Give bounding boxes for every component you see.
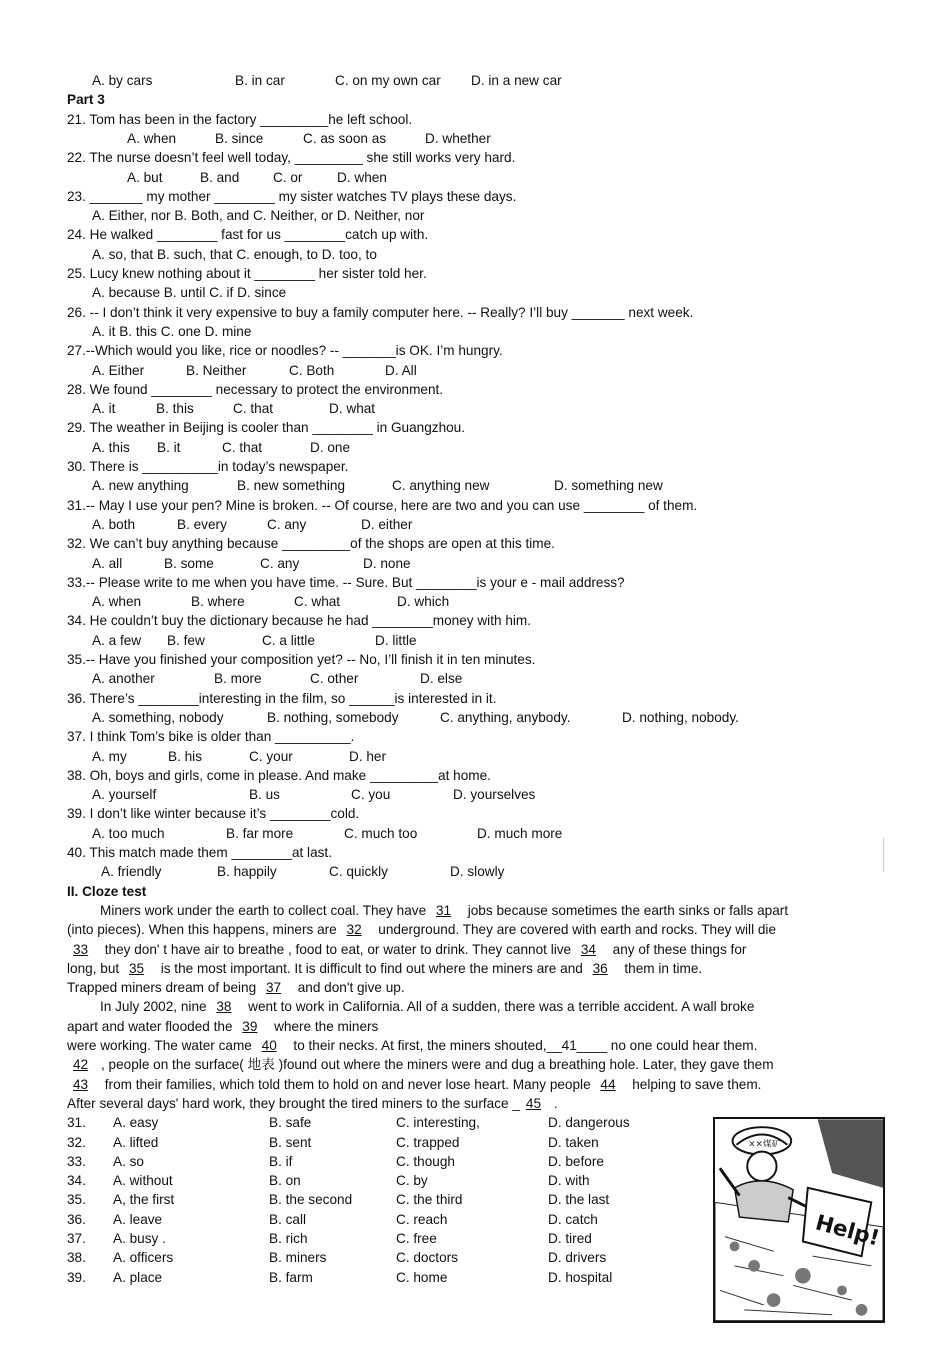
- question-28: [67, 381, 443, 399]
- blank-number: 35: [128, 960, 145, 976]
- text-run: , people on the surface( 地表 )found out where the miners were and dug a breathing hole. Later, they gave them: [101, 1057, 774, 1073]
- options-row-39: [92, 825, 577, 843]
- option: C. any: [267, 516, 307, 532]
- option-number: 35.: [67, 1192, 86, 1208]
- options-row-40: [101, 863, 550, 881]
- text-run: apart and water flooded the: [67, 1018, 237, 1034]
- option: A. Either: [92, 362, 145, 378]
- option: D. yourselves: [453, 787, 536, 803]
- option: C. trapped: [396, 1134, 460, 1150]
- question-stem: 39. I don’t like winter because it’s ________cold.: [67, 806, 360, 822]
- text-run: .: [553, 1095, 558, 1111]
- blank-number: 39: [242, 1018, 258, 1034]
- option: D. with: [548, 1173, 590, 1189]
- blank-number: 42: [73, 1057, 89, 1073]
- question-29: [67, 419, 465, 437]
- options-row-33: [92, 593, 477, 611]
- option: B. the second: [269, 1192, 353, 1208]
- option: C. anything, anybody.: [440, 709, 571, 725]
- option: D. one: [310, 439, 351, 455]
- option: D. something new: [554, 478, 663, 494]
- option: B. since: [215, 130, 264, 146]
- option: C. doctors: [396, 1250, 458, 1266]
- option: A. leave: [113, 1211, 163, 1227]
- question-stem: 27.--Which would you like, rice or noodles? -- _______is OK. I’m hungry.: [67, 343, 503, 359]
- text-run: After several days' hard work, they brought the tired miners to the surface _: [67, 1095, 520, 1111]
- question-23: [67, 188, 516, 206]
- option: A. so, that B. such, that C. enough, to D. too, to: [92, 246, 377, 262]
- question-stem: 25. Lucy knew nothing about it ________ her sister told her.: [67, 266, 427, 281]
- option: B. some: [164, 555, 214, 571]
- options-row-32: [92, 555, 433, 573]
- option: A. new anything: [92, 478, 189, 494]
- text-run: (into pieces). When this happens, miners are: [67, 922, 341, 938]
- options-row-34: [92, 632, 435, 650]
- cloze-options-35: [67, 1191, 648, 1209]
- option: D. slowly: [450, 864, 505, 880]
- option: B. every: [177, 516, 227, 532]
- option: D. which: [397, 594, 450, 610]
- option: B. farm: [269, 1269, 313, 1285]
- text-run: went to work in California. All of a sudden, there was a terrible accident. A wall broke: [244, 999, 755, 1015]
- question-stem: 35.-- Have you finished your composition yet? -- No, I’ll finish it in ten minutes.: [67, 652, 536, 667]
- option: C. by: [396, 1173, 428, 1189]
- options-row-29: [92, 439, 370, 457]
- question-24: [67, 226, 428, 244]
- blank-number: 31: [435, 902, 452, 918]
- option: B. Neither: [186, 362, 247, 378]
- option: B. far more: [226, 825, 294, 841]
- option: D. when: [337, 169, 387, 185]
- option: A. it B. this C. one D. mine: [92, 323, 252, 339]
- option: C. on my own car: [335, 73, 441, 88]
- option-number: 31.: [67, 1115, 86, 1131]
- trapped-miner-illustration-icon: [715, 1119, 883, 1321]
- text-run: Miners work under the earth to collect coal. They have: [100, 902, 430, 918]
- text-run: from their families, which told them to hold on and never lose heart. Many people: [101, 1076, 595, 1092]
- option: A. but: [127, 169, 163, 185]
- option: D. drivers: [548, 1250, 607, 1266]
- option: B. and: [200, 169, 240, 185]
- option: D. hospital: [548, 1269, 613, 1285]
- options-row-38: [92, 786, 573, 804]
- option: B. in car: [235, 73, 285, 88]
- option-number: 32.: [67, 1134, 86, 1150]
- text-run: they don' t have air to breathe , food to eat, or water to drink. They cannot live: [101, 941, 575, 957]
- option: A. Either, nor B. Both, and C. Neither, or D. Neither, nor: [92, 208, 425, 224]
- option-number: 33.: [67, 1153, 86, 1169]
- blank-number: 45: [525, 1095, 542, 1111]
- option: A. all: [92, 555, 123, 571]
- option: C. home: [396, 1269, 448, 1285]
- option: C. as soon as: [303, 130, 387, 146]
- question-33: [67, 574, 625, 592]
- question-34: [67, 612, 531, 630]
- question-stem: 29. The weather in Beijing is cooler than ________ in Guangzhou.: [67, 420, 466, 436]
- question-stem: 34. He couldn’t buy the dictionary because he had ________money with him.: [67, 613, 531, 629]
- option: C. quickly: [329, 864, 388, 880]
- help-sign-text: Help!: [812, 1210, 883, 1252]
- option: B. rich: [269, 1231, 308, 1246]
- blank-number: 37: [265, 980, 282, 996]
- question-21: [67, 111, 412, 129]
- cloze-p2-line-4: [67, 1056, 774, 1074]
- option: A. when: [92, 594, 142, 610]
- options-row-22: [127, 169, 407, 187]
- option: B. safe: [269, 1115, 312, 1131]
- option: C. or: [273, 169, 303, 185]
- options-row-35: [92, 670, 500, 688]
- blank-number: 38: [216, 999, 232, 1015]
- question-stem: 36. There’s ________interesting in the film, so ______is interested in it.: [67, 690, 497, 706]
- option-number: 36.: [67, 1211, 86, 1227]
- text-run: long, but: [67, 960, 123, 976]
- option: D. much more: [477, 825, 563, 841]
- options-row-28: [92, 400, 389, 418]
- option: A. my: [92, 748, 127, 764]
- question-stem: 38. Oh, boys and girls, come in please. And make _________at home.: [67, 767, 491, 783]
- option: C. that: [222, 439, 263, 455]
- option: A. friendly: [101, 864, 162, 880]
- option: B. if: [269, 1153, 293, 1169]
- option: C. free: [396, 1231, 437, 1246]
- text-run: jobs because sometimes the earth sinks or falls apart: [463, 902, 789, 918]
- option: C. that: [233, 401, 274, 417]
- option: C. the third: [396, 1192, 463, 1208]
- option: D. the last: [548, 1192, 610, 1208]
- option: C. a little: [262, 632, 315, 648]
- question-stem: 28. We found ________ necessary to protect the environment.: [67, 381, 444, 397]
- question-stem: 37. I think Tom’s bike is older than __________.: [67, 729, 355, 745]
- part3-heading: [67, 91, 105, 109]
- text-run: underground. They are covered with earth and rocks. They will die: [374, 922, 777, 938]
- options-row-36: [92, 709, 772, 727]
- option: D. else: [420, 671, 463, 687]
- cloze-options-32: [67, 1134, 648, 1152]
- option-number: 37.: [67, 1231, 86, 1246]
- option: B. call: [269, 1211, 307, 1227]
- blank-number: 44: [600, 1076, 616, 1092]
- option: A. a few: [92, 632, 142, 648]
- option: D. taken: [548, 1134, 599, 1150]
- section-heading: Part 3: [67, 92, 105, 108]
- option: B. new something: [237, 478, 346, 494]
- cloze-p2-line-2: [67, 1018, 378, 1036]
- options-row-24: [92, 246, 377, 264]
- cloze-p1-line-3: [67, 941, 746, 959]
- text-run: to their necks. At first, the miners shouted,__41____ no one could hear them.: [289, 1038, 758, 1053]
- cloze-p1-line-4: [67, 960, 702, 978]
- cloze-options-37: [67, 1230, 648, 1248]
- option: C. anything new: [392, 478, 490, 494]
- options-row-26: [92, 323, 251, 341]
- cloze-p2-line-6: [67, 1095, 558, 1113]
- question-25: [67, 265, 427, 283]
- option: C. any: [260, 555, 300, 571]
- text-run: them in time.: [620, 960, 703, 976]
- cloze-p2-line-5: [67, 1076, 761, 1094]
- option: D. dangerous: [548, 1115, 630, 1131]
- options-row-30: [92, 477, 694, 495]
- option: A. busy .: [113, 1231, 166, 1246]
- cloze-options-31: [67, 1114, 648, 1132]
- question-stem: 33.-- Please write to me when you have time. -- Sure. But ________is your e - mail address?: [67, 574, 625, 590]
- cloze-p1-line-1: [100, 902, 788, 920]
- option: B. more: [214, 671, 262, 687]
- options-row-23: [92, 207, 424, 225]
- option: D. her: [349, 748, 387, 764]
- options-row-31: [92, 516, 431, 534]
- text-run: Trapped miners dream of being: [67, 980, 260, 996]
- cloze-p1-line-2: [67, 921, 776, 939]
- option: A. both: [92, 516, 136, 532]
- question-stem: 23. _______ my mother ________ my sister watches TV plays these days.: [67, 188, 517, 204]
- option: D. what: [329, 401, 376, 417]
- question-stem: 22. The nurse doesn’t feel well today, _________ she still works very hard.: [67, 150, 516, 166]
- option: A. this: [92, 439, 130, 455]
- options-row-21: [127, 130, 525, 148]
- option: D. in a new car: [471, 73, 562, 88]
- option: A. place: [113, 1269, 163, 1285]
- option: B. few: [167, 632, 205, 648]
- question-stem: 30. There is __________in today’s newspaper.: [67, 459, 349, 474]
- option: D. tired: [548, 1231, 592, 1246]
- cloze-p2-line-1: [100, 998, 754, 1016]
- question-stem: 26. -- I don’t think it very expensive to buy a family computer here. -- Really? I’ll buy _______ next week.: [67, 304, 694, 320]
- cloze-p2-line-3: [67, 1037, 757, 1055]
- question-stem: 21. Tom has been in the factory _________he left school.: [67, 111, 413, 127]
- blank-number: 34: [580, 941, 596, 957]
- question-37: [67, 728, 354, 746]
- option: A. it: [92, 401, 116, 417]
- options-row-27: [92, 362, 445, 380]
- option: A. something, nobody: [92, 709, 224, 725]
- question-30: [67, 458, 348, 476]
- option: D. none: [363, 555, 411, 571]
- option: B. us: [249, 787, 280, 803]
- cloze-options-39: [67, 1269, 648, 1287]
- option: D. nothing, nobody.: [622, 709, 739, 725]
- option: C. other: [310, 671, 359, 687]
- cloze-options-33: [67, 1153, 648, 1171]
- option: A. yourself: [92, 787, 157, 803]
- cloze-options-34: [67, 1172, 648, 1190]
- option: D. All: [385, 362, 417, 378]
- option: A. when: [127, 130, 177, 146]
- question-stem: 31.-- May I use your pen? Mine is broken. -- Of course, here are two and you can use ________ of them.: [67, 497, 698, 513]
- option: D. catch: [548, 1211, 598, 1227]
- question-38: [67, 767, 491, 785]
- option: C. Both: [289, 362, 335, 378]
- miner-illustration: [713, 1117, 885, 1323]
- option: A. lifted: [113, 1134, 159, 1150]
- option: A. officers: [113, 1250, 174, 1266]
- text-run: In July 2002, nine: [100, 999, 211, 1015]
- question-stem: 24. He walked ________ fast for us ________catch up with.: [67, 227, 429, 243]
- text-run: is the most important. It is difficult to find out where the miners are and: [156, 960, 587, 976]
- question-32: [67, 535, 555, 553]
- option: A. by cars: [92, 73, 153, 88]
- option-number: 38.: [67, 1250, 86, 1266]
- option: D. before: [548, 1153, 604, 1169]
- section-heading: II. Cloze test: [67, 883, 147, 899]
- text-run: any of these things for: [608, 941, 747, 957]
- option: C. reach: [396, 1211, 448, 1227]
- option: B. it: [157, 439, 181, 455]
- option: C. though: [396, 1153, 455, 1169]
- page-edge-line: [883, 838, 884, 872]
- option: C. much too: [344, 825, 418, 841]
- option: B. miners: [269, 1250, 327, 1266]
- text-run: were working. The water came: [67, 1038, 256, 1053]
- blank-number: 32: [346, 922, 362, 938]
- question-26: [67, 304, 693, 322]
- option: C. you: [351, 787, 391, 803]
- text-run: helping to save them.: [628, 1076, 762, 1092]
- options-row-25: [92, 284, 286, 302]
- option: B. nothing, somebody: [267, 709, 399, 725]
- blank-number: 40: [261, 1038, 277, 1053]
- option: A. without: [113, 1173, 173, 1189]
- option: A. easy: [113, 1115, 159, 1131]
- question-stem: 32. We can’t buy anything because _________of the shops are open at this time.: [67, 536, 555, 552]
- option-number: 34.: [67, 1173, 86, 1189]
- question-35: [67, 651, 535, 669]
- blank-number: 43: [73, 1076, 89, 1092]
- cloze-heading: [67, 883, 146, 901]
- options-row-37: [92, 748, 409, 766]
- options-row-20: [92, 72, 591, 90]
- option: C. what: [294, 594, 341, 610]
- option: B. where: [191, 594, 245, 610]
- blank-number: 33: [73, 941, 89, 957]
- option: B. his: [168, 748, 202, 764]
- option: A. another: [92, 671, 155, 687]
- question-31: [67, 497, 697, 515]
- helmet-label: ××煤矿: [748, 1139, 781, 1150]
- option: B. this: [156, 401, 194, 417]
- option-number: 39.: [67, 1269, 86, 1285]
- blank-number: 36: [592, 960, 608, 976]
- question-27: [67, 342, 503, 360]
- text-run: and don't give up.: [293, 980, 405, 996]
- cloze-p1-line-5: [67, 979, 405, 997]
- question-40: [67, 844, 332, 862]
- option: D. either: [361, 516, 413, 532]
- question-22: [67, 149, 515, 167]
- option: B. happily: [217, 864, 277, 880]
- option: C. your: [249, 748, 293, 764]
- option: A. because B. until C. if D. since: [92, 285, 287, 301]
- cloze-options-38: [67, 1249, 648, 1267]
- question-stem: 40. This match made them ________at last.: [67, 845, 332, 860]
- cloze-options-36: [67, 1211, 648, 1229]
- question-39: [67, 805, 359, 823]
- option: A. too much: [92, 825, 165, 841]
- option: A, the first: [113, 1192, 175, 1208]
- option: B. sent: [269, 1134, 312, 1150]
- text-run: where the miners: [270, 1018, 379, 1034]
- option: D. little: [375, 632, 417, 648]
- option: C. interesting,: [396, 1115, 480, 1131]
- option: A. so: [113, 1153, 144, 1169]
- option: B. on: [269, 1173, 301, 1189]
- option: D. whether: [425, 130, 491, 146]
- question-36: [67, 690, 496, 708]
